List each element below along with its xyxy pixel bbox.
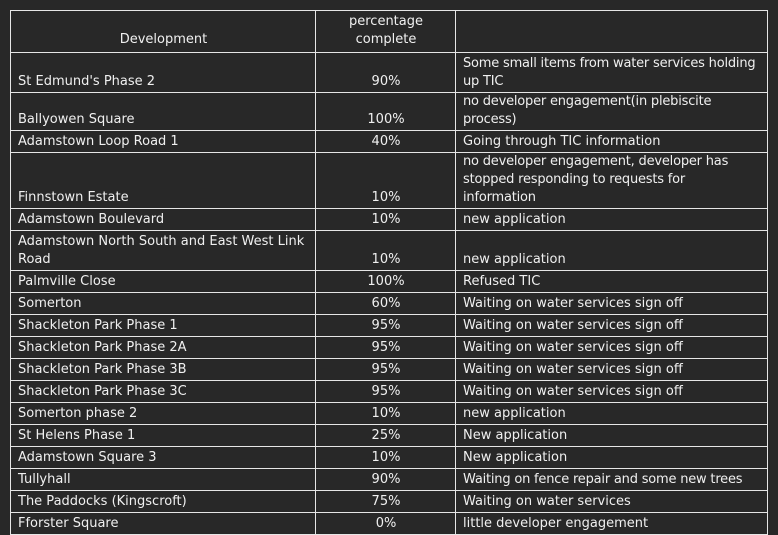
- table-row: [11, 315, 768, 337]
- percentage-complete: 95%: [316, 315, 456, 337]
- table-row: [11, 425, 768, 447]
- percentage-complete: 95%: [316, 359, 456, 381]
- status-note: Going through TIC information: [456, 131, 768, 153]
- development-name: Shackleton Park Phase 2A: [11, 337, 316, 359]
- status-note: new application: [456, 209, 768, 231]
- percentage-complete: 10%: [316, 403, 456, 425]
- status-note: Refused TIC: [456, 271, 768, 293]
- percentage-complete: 90%: [316, 53, 456, 93]
- status-note: New application: [456, 425, 768, 447]
- status-note: new application: [456, 231, 768, 271]
- table-row: [11, 491, 768, 513]
- status-note: Waiting on water services sign off: [456, 337, 768, 359]
- table-row: [11, 271, 768, 293]
- percentage-complete: 10%: [316, 231, 456, 271]
- header-status: [456, 11, 768, 53]
- percentage-complete: 75%: [316, 491, 456, 513]
- table-row: [11, 131, 768, 153]
- percentage-complete: 0%: [316, 513, 456, 535]
- percentage-complete: 10%: [316, 447, 456, 469]
- percentage-complete: 10%: [316, 209, 456, 231]
- status-note: no developer engagement(in plebiscite process): [456, 93, 768, 131]
- status-note: little developer engagement: [456, 513, 768, 535]
- percentage-complete: 95%: [316, 381, 456, 403]
- development-name: Shackleton Park Phase 3C: [11, 381, 316, 403]
- percentage-complete: 25%: [316, 425, 456, 447]
- development-name: Somerton: [11, 293, 316, 315]
- development-name: Tullyhall: [11, 469, 316, 491]
- status-note: Waiting on fence repair and some new trees: [456, 469, 768, 491]
- table-row: [11, 359, 768, 381]
- percentage-complete: 10%: [316, 153, 456, 209]
- table-row: [11, 469, 768, 491]
- table-row: [11, 293, 768, 315]
- header-development: Development: [11, 11, 316, 53]
- development-name: Adamstown Square 3: [11, 447, 316, 469]
- development-name: Shackleton Park Phase 3B: [11, 359, 316, 381]
- header-percentage-complete: percentage complete: [316, 11, 456, 53]
- percentage-complete: 100%: [316, 93, 456, 131]
- table-row: [11, 53, 768, 93]
- table-row: [11, 209, 768, 231]
- status-note: new application: [456, 403, 768, 425]
- status-note: Waiting on water services: [456, 491, 768, 513]
- development-name: Finnstown Estate: [11, 153, 316, 209]
- table-header-row: [11, 11, 768, 53]
- development-name: Adamstown Loop Road 1: [11, 131, 316, 153]
- development-name: Somerton phase 2: [11, 403, 316, 425]
- status-note: New application: [456, 447, 768, 469]
- status-note: Some small items from water services holding up TIC: [456, 53, 768, 93]
- development-name: Adamstown North South and East West Link Road: [11, 231, 316, 271]
- development-name: Palmville Close: [11, 271, 316, 293]
- percentage-complete: 100%: [316, 271, 456, 293]
- status-note: Waiting on water services sign off: [456, 381, 768, 403]
- development-name: Shackleton Park Phase 1: [11, 315, 316, 337]
- percentage-complete: 40%: [316, 131, 456, 153]
- status-note: Waiting on water services sign off: [456, 359, 768, 381]
- development-name: St Helens Phase 1: [11, 425, 316, 447]
- table-row: [11, 447, 768, 469]
- status-note: Waiting on water services sign off: [456, 315, 768, 337]
- development-name: The Paddocks (Kingscroft): [11, 491, 316, 513]
- percentage-complete: 60%: [316, 293, 456, 315]
- table-row: [11, 337, 768, 359]
- table-row: [11, 231, 768, 271]
- table-row: [11, 93, 768, 131]
- table-row: [11, 403, 768, 425]
- development-status-table: [10, 10, 768, 535]
- development-name: Fforster Square: [11, 513, 316, 535]
- development-name: St Edmund's Phase 2: [11, 53, 316, 93]
- table-row: [11, 153, 768, 209]
- development-name: Ballyowen Square: [11, 93, 316, 131]
- percentage-complete: 95%: [316, 337, 456, 359]
- table-row: [11, 513, 768, 535]
- table-row: [11, 381, 768, 403]
- status-note: Waiting on water services sign off: [456, 293, 768, 315]
- development-name: Adamstown Boulevard: [11, 209, 316, 231]
- status-note: no developer engagement, developer has stopped responding to requests for information: [456, 153, 768, 209]
- percentage-complete: 90%: [316, 469, 456, 491]
